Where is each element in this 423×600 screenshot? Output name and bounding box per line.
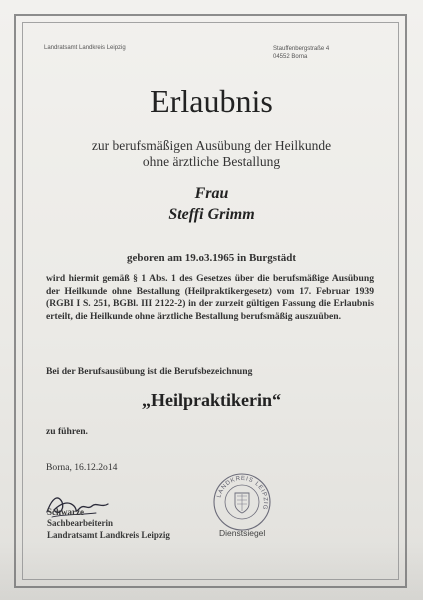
header-address-line1: Stauffenbergstraße 4 — [273, 46, 330, 52]
birth-line: geboren am 19.o3.1965 in Burgstädt — [126, 252, 297, 264]
header-address-line2: 04552 Borna — [273, 54, 308, 60]
recipient-salutation: Frau — [194, 185, 229, 202]
signatory-office: Landratsamt Landkreis Leipzig — [47, 529, 170, 540]
svg-text:LANDKREIS LEIPZIG: LANDKREIS LEIPZIG — [216, 475, 269, 511]
signature-block — [47, 507, 170, 541]
document-subtitle — [0, 138, 423, 170]
designation-intro: Bei der Berufsausübung ist die Berufsbezeichnung — [46, 366, 253, 377]
place-date: Borna, 16.12.2o14 — [46, 462, 118, 473]
header-address — [273, 45, 329, 61]
recipient-name: Steffi Grimm — [168, 206, 255, 223]
seal-label: Dienstsiegel — [219, 528, 266, 538]
recipient — [0, 183, 423, 225]
header-authority: Landratsamt Landkreis Leipzig — [44, 45, 126, 51]
seal-stamp-icon — [211, 471, 273, 533]
subtitle-line-2: ohne ärztliche Bestallung — [142, 154, 281, 169]
signatory-name: Schwarze — [47, 507, 84, 517]
document-title: Erlaubnis — [150, 83, 273, 119]
subtitle-line-1: zur berufsmäßigen Ausübung der Heilkunde — [91, 138, 332, 153]
closing-text: zu führen. — [46, 426, 88, 437]
signatory-role: Sachbearbeiterin — [47, 518, 113, 529]
body-paragraph: wird hiermit gemäß § 1 Abs. 1 des Gesetzes über die berufsmäßige Ausübung der Heilkunde ohne Bestallung (Heilpraktikergesetz) vom 17. Februar 1939 (RGBI I S. 251, BGBl. III 2122-2) in der zurzeit gültigen Fassung die Erlaubnis erteilt, die Heilkunde ohne ärztliche Bestallung berufsmäßig auszuüben. — [46, 273, 374, 322]
professional-designation: „Heilpraktikerin“ — [142, 390, 281, 410]
